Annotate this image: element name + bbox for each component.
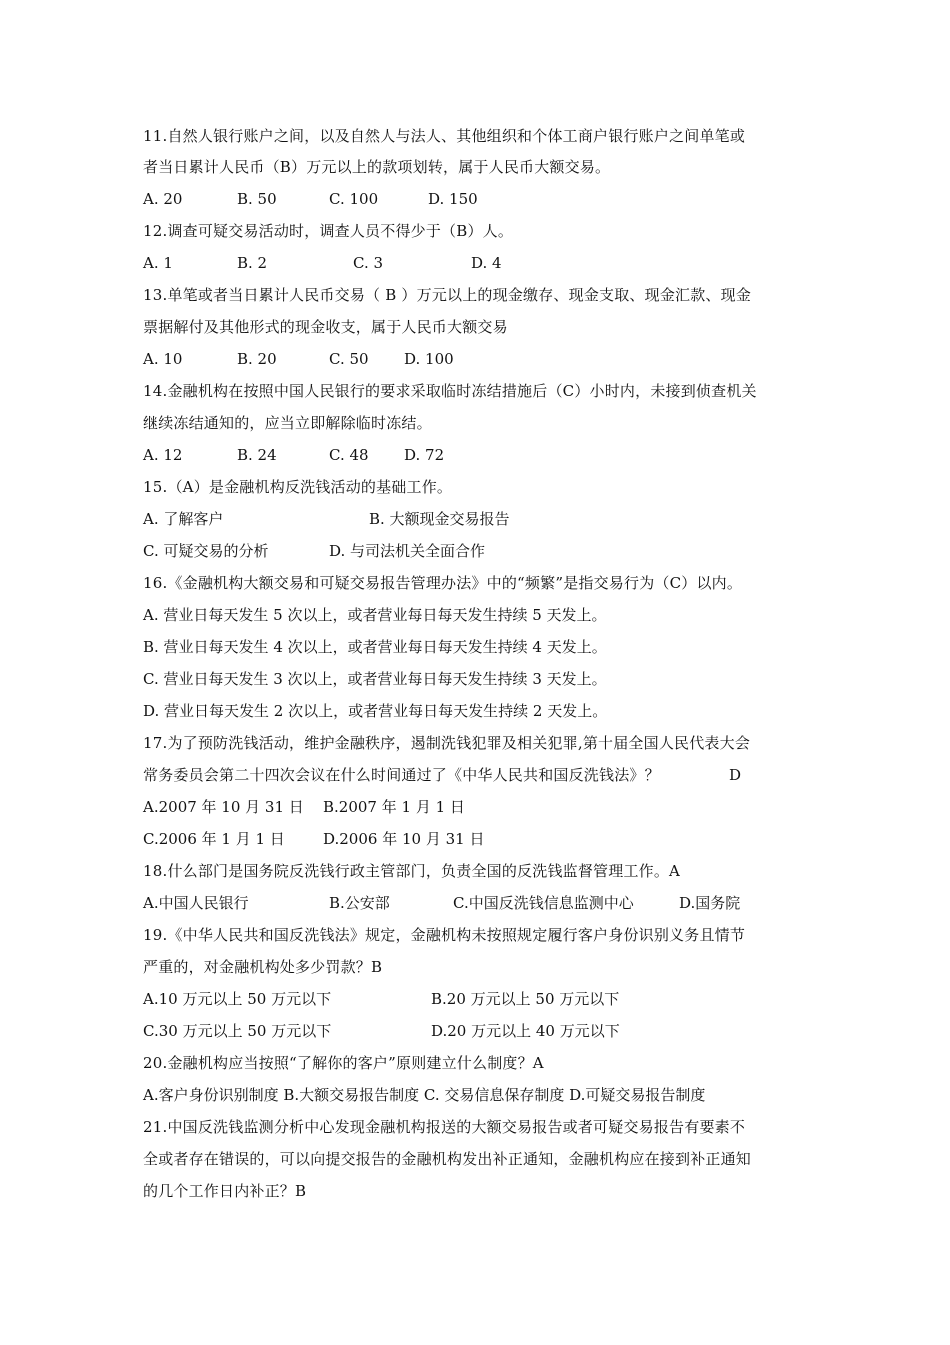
question-19-line-2: 严重的，对金融机构处多少罚款？B <box>143 958 383 976</box>
question-17-answer: D <box>729 766 742 784</box>
question-12-line-1: 12.调查可疑交易活动时，调查人员不得少于（B）人。 <box>143 222 514 240</box>
question-11-line-1: 11.自然人银行账户之间，以及自然人与法人、其他组织和个体工商户银行账户之间单笔或 <box>143 127 746 145</box>
question-19-option-d: D.20 万元以上 40 万元以下 <box>431 1022 620 1040</box>
question-12-option-d: D. 4 <box>471 254 502 272</box>
question-13-line-2: 票据解付及其他形式的现金收支，属于人民币大额交易 <box>143 318 508 336</box>
question-17-option-c: C.2006 年 1 月 1 日 <box>143 830 285 848</box>
question-14-option-c: C. 48 <box>329 446 369 464</box>
question-12-option-b: B. 2 <box>237 254 268 272</box>
question-19-line-1: 19.《中华人民共和国反洗钱法》规定，金融机构未按照规定履行客户身份识别义务且情节 <box>143 926 746 944</box>
question-19-option-a: A.10 万元以上 50 万元以下 <box>143 990 332 1008</box>
question-15-option-d: D. 与司法机关全面合作 <box>329 542 486 560</box>
question-13-option-a: A. 10 <box>143 350 183 368</box>
question-19-option-b: B.20 万元以上 50 万元以下 <box>431 990 620 1008</box>
question-14-option-d: D. 72 <box>404 446 445 464</box>
question-15-option-a: A. 了解客户 <box>143 510 224 528</box>
question-11-option-c: C. 100 <box>329 190 379 208</box>
question-12-option-a: A. 1 <box>143 254 173 272</box>
question-20-line-1: 20.金融机构应当按照“了解你的客户”原则建立什么制度？A <box>143 1054 544 1072</box>
question-18-option-b: B.公安部 <box>329 894 390 912</box>
question-21-line-1: 21.中国反洗钱监测分析中心发现金融机构报送的大额交易报告或者可疑交易报告有要素不 <box>143 1118 746 1136</box>
question-17-option-d: D.2006 年 10 月 31 日 <box>323 830 485 848</box>
question-13-line-1: 13.单笔或者当日累计人民币交易（ B ）万元以上的现金缴存、现金支取、现金汇款、现金 <box>143 286 752 304</box>
question-16-line-1: 16.《金融机构大额交易和可疑交易报告管理办法》中的“频繁”是指交易行为（C）以内。 <box>143 574 743 592</box>
question-18-option-c: C.中国反洗钱信息监测中心 <box>453 894 634 912</box>
question-17-option-b: B.2007 年 1 月 1 日 <box>323 798 465 816</box>
question-16-option-d: D. 营业日每天发生 2 次以上，或者营业每日每天发生持续 2 天发上。 <box>143 702 608 720</box>
question-15-option-c: C. 可疑交易的分析 <box>143 542 269 560</box>
question-18-line-1: 18.什么部门是国务院反洗钱行政主管部门，负责全国的反洗钱监督管理工作。A <box>143 862 681 880</box>
question-11-option-d: D. 150 <box>428 190 478 208</box>
question-17-line-2: 常务委员会第二十四次会议在什么时间通过了《中华人民共和国反洗钱法》？ <box>143 766 660 784</box>
question-13-option-b: B. 20 <box>237 350 277 368</box>
question-16-option-b: B. 营业日每天发生 4 次以上，或者营业每日每天发生持续 4 天发上。 <box>143 638 607 656</box>
question-13-option-c: C. 50 <box>329 350 369 368</box>
question-18-option-d: D.国务院 <box>679 894 741 912</box>
question-17-line-1: 17.为了预防洗钱活动，维护金融秩序，遏制洗钱犯罪及相关犯罪,第十届全国人民代表大会 <box>143 734 751 752</box>
question-11-option-b: B. 50 <box>237 190 277 208</box>
question-13-option-d: D. 100 <box>404 350 454 368</box>
question-20-options: A.客户身份识别制度 B.大额交易报告制度 C. 交易信息保存制度 D.可疑交易报告制度 <box>143 1086 706 1104</box>
question-17-option-a: A.2007 年 10 月 31 日 <box>143 798 304 816</box>
question-21-line-3: 的几个工作日内补正？B <box>143 1182 307 1200</box>
question-14-option-a: A. 12 <box>143 446 183 464</box>
question-14-option-b: B. 24 <box>237 446 277 464</box>
question-12-option-c: C. 3 <box>353 254 384 272</box>
question-18-option-a: A.中国人民银行 <box>143 894 249 912</box>
question-21-line-2: 全或者存在错误的，可以向提交报告的金融机构发出补正通知，金融机构应在接到补正通知 <box>143 1150 752 1168</box>
question-11-option-a: A. 20 <box>143 190 183 208</box>
question-14-line-1: 14.金融机构在按照中国人民银行的要求采取临时冻结措施后（C）小时内，未接到侦查机关 <box>143 382 757 400</box>
question-16-option-c: C. 营业日每天发生 3 次以上，或者营业每日每天发生持续 3 天发上。 <box>143 670 607 688</box>
question-11-line-2: 者当日累计人民币（B）万元以上的款项划转，属于人民币大额交易。 <box>143 158 611 176</box>
question-16-option-a: A. 营业日每天发生 5 次以上，或者营业每日每天发生持续 5 天发上。 <box>143 606 607 624</box>
question-14-line-2: 继续冻结通知的，应当立即解除临时冻结。 <box>143 414 432 432</box>
question-15-option-b: B. 大额现金交易报告 <box>369 510 510 528</box>
question-19-option-c: C.30 万元以上 50 万元以下 <box>143 1022 332 1040</box>
question-15-line-1: 15.（A）是金融机构反洗钱活动的基础工作。 <box>143 478 453 496</box>
